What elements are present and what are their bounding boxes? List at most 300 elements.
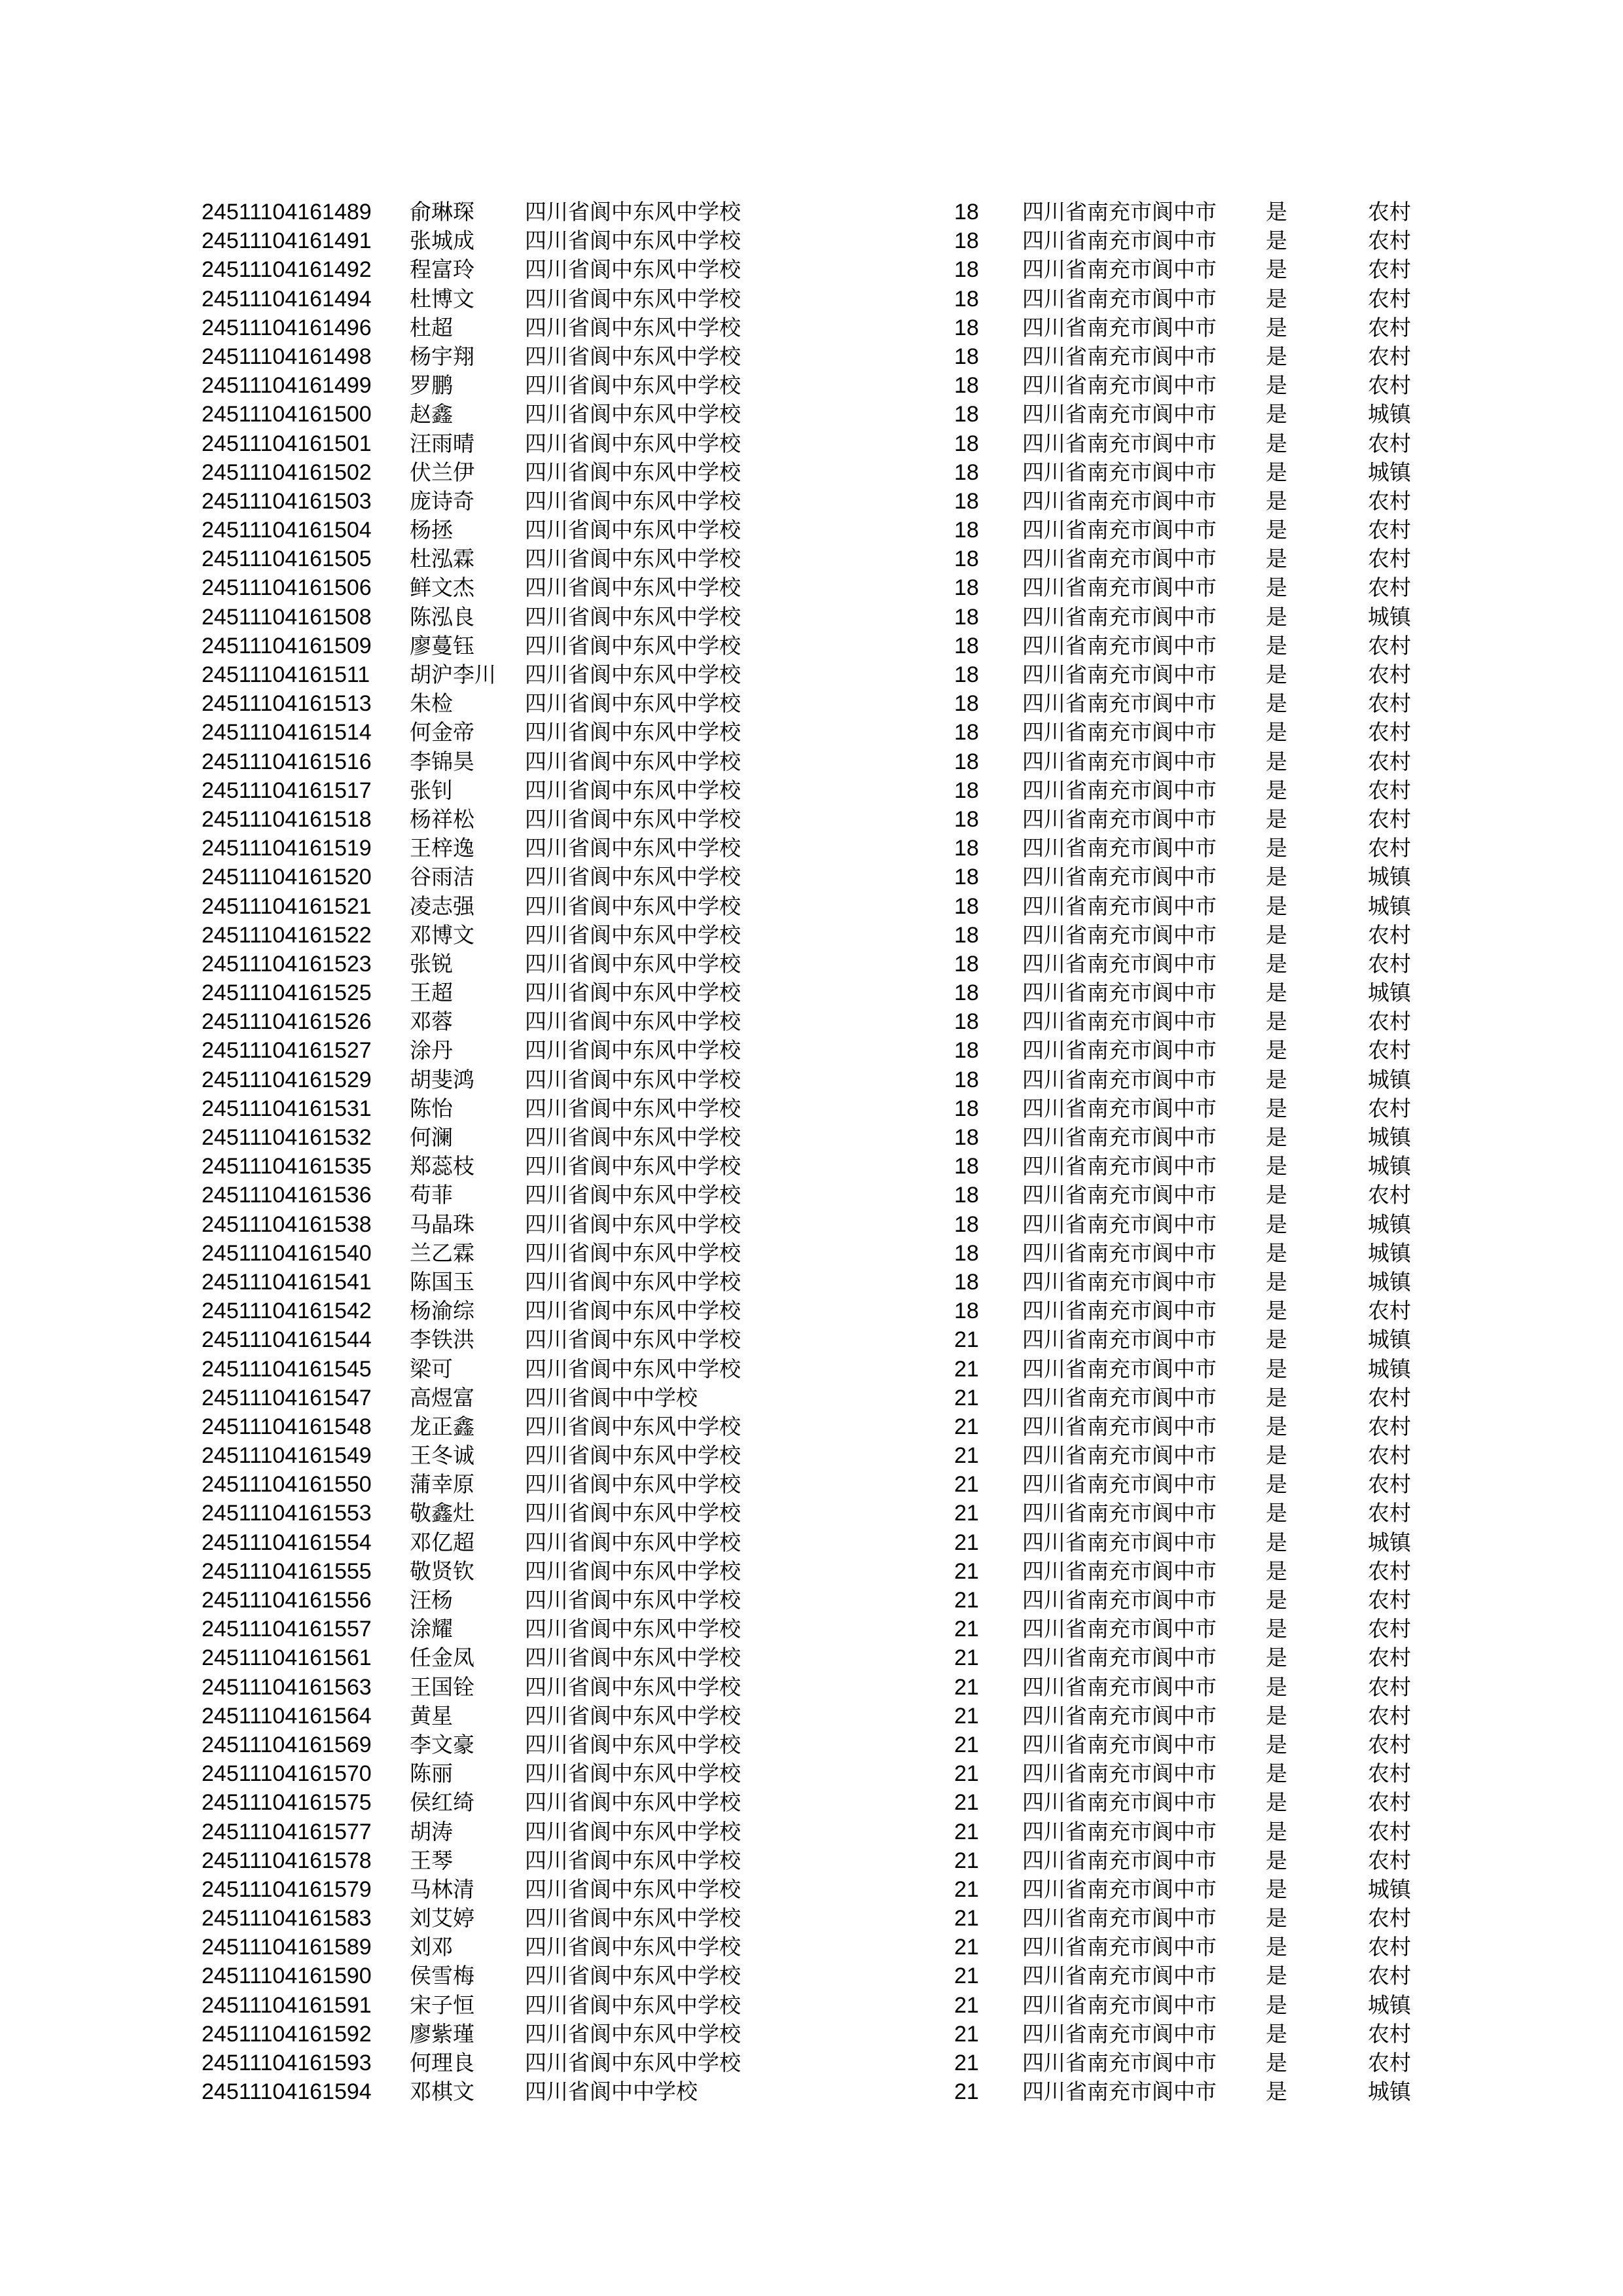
area-type-cell: 农村 bbox=[1368, 777, 1411, 803]
table-row bbox=[0, 1673, 1623, 1702]
table-row bbox=[0, 1007, 1623, 1036]
table-row bbox=[0, 1846, 1623, 1875]
number-cell: 18 bbox=[954, 518, 979, 543]
region-cell: 四川省南充市阆中市 bbox=[1022, 603, 1217, 630]
school-name-cell: 四川省阆中东风中学校 bbox=[525, 1558, 741, 1584]
flag-cell: 是 bbox=[1266, 1992, 1287, 2018]
number-cell: 18 bbox=[954, 806, 979, 832]
student-name-cell: 杨祥松 bbox=[410, 806, 474, 832]
region-cell: 四川省南充市阆中市 bbox=[1022, 1182, 1217, 1208]
student-id-cell: 24511104161556 bbox=[202, 1588, 372, 1613]
student-id-cell: 24511104161517 bbox=[202, 778, 372, 803]
area-type-cell: 农村 bbox=[1368, 2050, 1411, 2075]
table-row bbox=[0, 1355, 1623, 1384]
number-cell: 21 bbox=[954, 2079, 979, 2105]
area-type-cell: 农村 bbox=[1368, 372, 1411, 399]
table-row bbox=[0, 1731, 1623, 1759]
student-id-cell: 24511104161545 bbox=[202, 1356, 372, 1382]
region-cell: 四川省南充市阆中市 bbox=[1022, 835, 1217, 861]
student-name-cell: 杨渝综 bbox=[410, 1298, 474, 1324]
table-row bbox=[0, 718, 1623, 747]
student-id-cell: 24511104161536 bbox=[202, 1183, 372, 1208]
region-cell: 四川省南充市阆中市 bbox=[1022, 1500, 1217, 1526]
region-cell: 四川省南充市阆中市 bbox=[1022, 691, 1217, 717]
area-type-cell: 城镇 bbox=[1368, 401, 1411, 427]
flag-cell: 是 bbox=[1266, 1413, 1287, 1439]
student-id-cell: 24511104161542 bbox=[202, 1299, 372, 1324]
area-type-cell: 城镇 bbox=[1368, 2079, 1411, 2105]
school-name-cell: 四川省阆中东风中学校 bbox=[525, 662, 741, 687]
table-row bbox=[0, 805, 1623, 834]
student-id-cell: 24511104161578 bbox=[202, 1848, 372, 1873]
flag-cell: 是 bbox=[1266, 488, 1287, 514]
number-cell: 18 bbox=[954, 402, 979, 427]
flag-cell: 是 bbox=[1266, 1240, 1287, 1266]
number-cell: 21 bbox=[954, 1876, 979, 1902]
student-name-cell: 胡沪李川 bbox=[410, 662, 496, 687]
table-row bbox=[0, 1962, 1623, 1990]
student-name-cell: 郑蕊枝 bbox=[410, 1153, 474, 1179]
student-name-cell: 黄星 bbox=[410, 1702, 453, 1729]
school-name-cell: 四川省阆中东风中学校 bbox=[525, 1702, 741, 1729]
school-name-cell: 四川省阆中东风中学校 bbox=[525, 1818, 741, 1844]
number-cell: 18 bbox=[954, 200, 979, 224]
region-cell: 四川省南充市阆中市 bbox=[1022, 1587, 1217, 1613]
region-cell: 四川省南充市阆中市 bbox=[1022, 1153, 1217, 1179]
student-name-cell: 王冬诚 bbox=[410, 1443, 474, 1469]
student-id-cell: 24511104161561 bbox=[202, 1645, 372, 1671]
table-row bbox=[0, 1875, 1623, 1904]
student-id-cell: 24511104161504 bbox=[202, 518, 372, 543]
student-id-cell: 24511104161557 bbox=[202, 1617, 372, 1642]
student-name-cell: 陈怡 bbox=[410, 1095, 453, 1121]
region-cell: 四川省南充市阆中市 bbox=[1022, 1645, 1217, 1671]
student-name-cell: 杨拯 bbox=[410, 517, 453, 543]
area-type-cell: 城镇 bbox=[1368, 1355, 1411, 1382]
number-cell: 21 bbox=[954, 1732, 979, 1757]
region-cell: 四川省南充市阆中市 bbox=[1022, 1761, 1217, 1787]
flag-cell: 是 bbox=[1266, 835, 1287, 861]
number-cell: 21 bbox=[954, 1472, 979, 1498]
student-name-cell: 邓亿超 bbox=[410, 1529, 474, 1555]
student-name-cell: 邓棋文 bbox=[410, 2079, 474, 2105]
table-row bbox=[0, 1036, 1623, 1065]
student-name-cell: 俞琳琛 bbox=[410, 199, 474, 224]
region-cell: 四川省南充市阆中市 bbox=[1022, 662, 1217, 687]
region-cell: 四川省南充市阆中市 bbox=[1022, 1731, 1217, 1757]
school-name-cell: 四川省阆中东风中学校 bbox=[525, 748, 741, 774]
student-id-cell: 24511104161563 bbox=[202, 1674, 372, 1700]
school-name-cell: 四川省阆中东风中学校 bbox=[525, 1009, 741, 1035]
flag-cell: 是 bbox=[1266, 691, 1287, 717]
region-cell: 四川省南充市阆中市 bbox=[1022, 1529, 1217, 1555]
number-cell: 21 bbox=[954, 1501, 979, 1526]
student-id-cell: 24511104161529 bbox=[202, 1067, 372, 1092]
number-cell: 21 bbox=[954, 1530, 979, 1555]
student-id-cell: 24511104161590 bbox=[202, 1964, 372, 1989]
student-name-cell: 汪雨晴 bbox=[410, 430, 474, 456]
student-id-cell: 24511104161527 bbox=[202, 1038, 372, 1064]
student-id-cell: 24511104161575 bbox=[202, 1790, 372, 1816]
school-name-cell: 四川省阆中东风中学校 bbox=[525, 430, 741, 456]
flag-cell: 是 bbox=[1266, 950, 1287, 977]
flag-cell: 是 bbox=[1266, 401, 1287, 427]
table-row bbox=[0, 1615, 1623, 1643]
region-cell: 四川省南充市阆中市 bbox=[1022, 1413, 1217, 1439]
area-type-cell: 农村 bbox=[1368, 1616, 1411, 1642]
number-cell: 18 bbox=[954, 865, 979, 890]
table-row bbox=[0, 458, 1623, 487]
number-cell: 18 bbox=[954, 547, 979, 572]
table-row bbox=[0, 660, 1623, 689]
table-row bbox=[0, 978, 1623, 1007]
flag-cell: 是 bbox=[1266, 1268, 1287, 1295]
flag-cell: 是 bbox=[1266, 1905, 1287, 1931]
table-row bbox=[0, 1325, 1623, 1354]
student-id-cell: 24511104161498 bbox=[202, 344, 372, 369]
area-type-cell: 农村 bbox=[1368, 1674, 1411, 1700]
table-row bbox=[0, 1557, 1623, 1586]
area-type-cell: 城镇 bbox=[1368, 980, 1411, 1006]
table-row bbox=[0, 1412, 1623, 1441]
table-row bbox=[0, 2020, 1623, 2049]
student-id-cell: 24511104161522 bbox=[202, 922, 372, 948]
region-cell: 四川省南充市阆中市 bbox=[1022, 1558, 1217, 1584]
table-row bbox=[0, 1239, 1623, 1268]
region-cell: 四川省南充市阆中市 bbox=[1022, 1674, 1217, 1700]
area-type-cell: 农村 bbox=[1368, 1789, 1411, 1816]
student-id-cell: 24511104161513 bbox=[202, 691, 372, 717]
school-name-cell: 四川省阆中东风中学校 bbox=[525, 1529, 741, 1555]
flag-cell: 是 bbox=[1266, 1182, 1287, 1208]
table-row bbox=[0, 1470, 1623, 1499]
number-cell: 18 bbox=[954, 1240, 979, 1266]
student-id-cell: 24511104161525 bbox=[202, 980, 372, 1006]
student-id-cell: 24511104161591 bbox=[202, 1992, 372, 2018]
student-id-cell: 24511104161506 bbox=[202, 575, 372, 601]
school-name-cell: 四川省阆中东风中学校 bbox=[525, 343, 741, 369]
number-cell: 21 bbox=[954, 1617, 979, 1642]
school-name-cell: 四川省阆中东风中学校 bbox=[525, 1153, 741, 1179]
table-row bbox=[0, 1643, 1623, 1672]
school-name-cell: 四川省阆中东风中学校 bbox=[525, 1095, 741, 1121]
table-row bbox=[0, 1210, 1623, 1239]
region-cell: 四川省南充市阆中市 bbox=[1022, 1963, 1217, 1989]
student-name-cell: 胡斐鸿 bbox=[410, 1066, 474, 1092]
table-row bbox=[0, 2077, 1623, 2106]
student-name-cell: 张钊 bbox=[410, 777, 453, 803]
student-id-cell: 24511104161564 bbox=[202, 1703, 372, 1729]
student-name-cell: 敬鑫灶 bbox=[410, 1500, 474, 1526]
student-id-cell: 24511104161501 bbox=[202, 431, 372, 456]
region-cell: 四川省南充市阆中市 bbox=[1022, 1616, 1217, 1642]
student-id-cell: 24511104161535 bbox=[202, 1154, 372, 1179]
student-id-cell: 24511104161589 bbox=[202, 1935, 372, 1960]
area-type-cell: 农村 bbox=[1368, 575, 1411, 601]
table-row bbox=[0, 747, 1623, 776]
table-row bbox=[0, 776, 1623, 805]
student-id-cell: 24511104161555 bbox=[202, 1558, 372, 1584]
number-cell: 18 bbox=[954, 604, 979, 630]
flag-cell: 是 bbox=[1266, 1009, 1287, 1035]
number-cell: 21 bbox=[954, 1385, 979, 1410]
table-row bbox=[0, 198, 1623, 226]
school-name-cell: 四川省阆中东风中学校 bbox=[525, 893, 741, 919]
student-id-cell: 24511104161523 bbox=[202, 951, 372, 977]
flag-cell: 是 bbox=[1266, 893, 1287, 919]
area-type-cell: 农村 bbox=[1368, 691, 1411, 717]
number-cell: 21 bbox=[954, 1906, 979, 1931]
area-type-cell: 农村 bbox=[1368, 517, 1411, 543]
student-name-cell: 赵鑫 bbox=[410, 401, 453, 427]
student-name-cell: 庞诗奇 bbox=[410, 488, 474, 514]
student-name-cell: 马林清 bbox=[410, 1876, 474, 1902]
number-cell: 18 bbox=[954, 778, 979, 803]
school-name-cell: 四川省阆中东风中学校 bbox=[525, 199, 741, 224]
student-id-cell: 24511104161500 bbox=[202, 402, 372, 427]
flag-cell: 是 bbox=[1266, 777, 1287, 803]
flag-cell: 是 bbox=[1266, 1702, 1287, 1729]
student-name-cell: 朱检 bbox=[410, 691, 453, 717]
number-cell: 18 bbox=[954, 228, 979, 254]
number-cell: 18 bbox=[954, 836, 979, 861]
school-name-cell: 四川省阆中东风中学校 bbox=[525, 1298, 741, 1324]
region-cell: 四川省南充市阆中市 bbox=[1022, 1384, 1217, 1410]
flag-cell: 是 bbox=[1266, 603, 1287, 630]
area-type-cell: 农村 bbox=[1368, 1558, 1411, 1584]
area-type-cell: 农村 bbox=[1368, 1009, 1411, 1035]
region-cell: 四川省南充市阆中市 bbox=[1022, 228, 1217, 254]
student-name-cell: 蒲幸原 bbox=[410, 1471, 474, 1498]
number-cell: 21 bbox=[954, 1992, 979, 2018]
region-cell: 四川省南充市阆中市 bbox=[1022, 1009, 1217, 1035]
school-name-cell: 四川省阆中东风中学校 bbox=[525, 459, 741, 485]
region-cell: 四川省南充市阆中市 bbox=[1022, 632, 1217, 658]
area-type-cell: 城镇 bbox=[1368, 603, 1411, 630]
number-cell: 21 bbox=[954, 1327, 979, 1353]
student-id-cell: 24511104161532 bbox=[202, 1125, 372, 1150]
flag-cell: 是 bbox=[1266, 1645, 1287, 1671]
region-cell: 四川省南充市阆中市 bbox=[1022, 1124, 1217, 1150]
school-name-cell: 四川省阆中东风中学校 bbox=[525, 950, 741, 977]
flag-cell: 是 bbox=[1266, 1211, 1287, 1237]
flag-cell: 是 bbox=[1266, 1471, 1287, 1498]
school-name-cell: 四川省阆中东风中学校 bbox=[525, 546, 741, 572]
student-id-cell: 24511104161526 bbox=[202, 1009, 372, 1035]
number-cell: 21 bbox=[954, 1964, 979, 1989]
area-type-cell: 城镇 bbox=[1368, 1992, 1411, 2018]
flag-cell: 是 bbox=[1266, 1789, 1287, 1816]
area-type-cell: 农村 bbox=[1368, 662, 1411, 687]
student-name-cell: 涂耀 bbox=[410, 1616, 453, 1642]
school-name-cell: 四川省阆中东风中学校 bbox=[525, 806, 741, 832]
student-name-cell: 兰乙霖 bbox=[410, 1240, 474, 1266]
area-type-cell: 城镇 bbox=[1368, 1240, 1411, 1266]
area-type-cell: 农村 bbox=[1368, 430, 1411, 456]
table-row bbox=[0, 573, 1623, 602]
school-name-cell: 四川省阆中东风中学校 bbox=[525, 1789, 741, 1816]
number-cell: 18 bbox=[954, 373, 979, 399]
region-cell: 四川省南充市阆中市 bbox=[1022, 372, 1217, 399]
number-cell: 18 bbox=[954, 431, 979, 456]
region-cell: 四川省南充市阆中市 bbox=[1022, 1211, 1217, 1237]
table-row bbox=[0, 1788, 1623, 1817]
student-id-cell: 24511104161491 bbox=[202, 228, 372, 254]
school-name-cell: 四川省阆中中学校 bbox=[525, 1384, 698, 1410]
school-name-cell: 四川省阆中东风中学校 bbox=[525, 691, 741, 717]
student-name-cell: 陈泓良 bbox=[410, 603, 474, 630]
student-name-cell: 杜超 bbox=[410, 314, 453, 340]
table-row bbox=[0, 400, 1623, 429]
school-name-cell: 四川省阆中东风中学校 bbox=[525, 1992, 741, 2018]
student-name-cell: 马晶珠 bbox=[410, 1211, 474, 1237]
number-cell: 21 bbox=[954, 2051, 979, 2075]
number-cell: 18 bbox=[954, 633, 979, 658]
number-cell: 18 bbox=[954, 1183, 979, 1208]
student-name-cell: 程富玲 bbox=[410, 257, 474, 283]
student-name-cell: 任金凤 bbox=[410, 1645, 474, 1671]
region-cell: 四川省南充市阆中市 bbox=[1022, 719, 1217, 745]
student-id-cell: 24511104161592 bbox=[202, 2021, 372, 2047]
student-id-cell: 24511104161514 bbox=[202, 720, 372, 745]
school-name-cell: 四川省阆中东风中学校 bbox=[525, 228, 741, 254]
student-name-cell: 侯雪梅 bbox=[410, 1963, 474, 1989]
region-cell: 四川省南充市阆中市 bbox=[1022, 199, 1217, 224]
region-cell: 四川省南充市阆中市 bbox=[1022, 430, 1217, 456]
area-type-cell: 农村 bbox=[1368, 950, 1411, 977]
region-cell: 四川省南充市阆中市 bbox=[1022, 893, 1217, 919]
school-name-cell: 四川省阆中东风中学校 bbox=[525, 1674, 741, 1700]
number-cell: 18 bbox=[954, 1211, 979, 1237]
table-row bbox=[0, 1297, 1623, 1325]
student-name-cell: 谷雨洁 bbox=[410, 864, 474, 890]
student-name-cell: 李锦昊 bbox=[410, 748, 474, 774]
school-name-cell: 四川省阆中东风中学校 bbox=[525, 1905, 741, 1931]
student-name-cell: 侯红绮 bbox=[410, 1789, 474, 1816]
number-cell: 21 bbox=[954, 1790, 979, 1816]
student-name-cell: 敬贤钦 bbox=[410, 1558, 474, 1584]
student-id-cell: 24511104161516 bbox=[202, 749, 372, 774]
flag-cell: 是 bbox=[1266, 1731, 1287, 1757]
school-name-cell: 四川省阆中东风中学校 bbox=[525, 285, 741, 312]
area-type-cell: 农村 bbox=[1368, 1818, 1411, 1844]
student-id-cell: 24511104161538 bbox=[202, 1211, 372, 1237]
flag-cell: 是 bbox=[1266, 1153, 1287, 1179]
student-name-cell: 张城成 bbox=[410, 228, 474, 254]
flag-cell: 是 bbox=[1266, 1384, 1287, 1410]
number-cell: 21 bbox=[954, 1848, 979, 1873]
area-type-cell: 城镇 bbox=[1368, 1268, 1411, 1295]
student-id-cell: 24511104161541 bbox=[202, 1269, 372, 1295]
flag-cell: 是 bbox=[1266, 864, 1287, 890]
student-name-cell: 陈国玉 bbox=[410, 1268, 474, 1295]
region-cell: 四川省南充市阆中市 bbox=[1022, 1702, 1217, 1729]
school-name-cell: 四川省阆中东风中学校 bbox=[525, 1731, 741, 1757]
table-row bbox=[0, 1933, 1623, 1962]
number-cell: 18 bbox=[954, 1299, 979, 1324]
area-type-cell: 农村 bbox=[1368, 1384, 1411, 1410]
student-name-cell: 刘邓 bbox=[410, 1934, 453, 1960]
region-cell: 四川省南充市阆中市 bbox=[1022, 1298, 1217, 1324]
flag-cell: 是 bbox=[1266, 2079, 1287, 2105]
student-name-cell: 何理良 bbox=[410, 2050, 474, 2075]
table-row bbox=[0, 545, 1623, 573]
flag-cell: 是 bbox=[1266, 922, 1287, 948]
area-type-cell: 城镇 bbox=[1368, 1529, 1411, 1555]
area-type-cell: 农村 bbox=[1368, 1847, 1411, 1873]
flag-cell: 是 bbox=[1266, 1066, 1287, 1092]
region-cell: 四川省南充市阆中市 bbox=[1022, 314, 1217, 340]
region-cell: 四川省南充市阆中市 bbox=[1022, 748, 1217, 774]
area-type-cell: 农村 bbox=[1368, 1298, 1411, 1324]
flag-cell: 是 bbox=[1266, 1355, 1287, 1382]
table-row bbox=[0, 1759, 1623, 1788]
region-cell: 四川省南充市阆中市 bbox=[1022, 864, 1217, 890]
student-name-cell: 廖紫瑾 bbox=[410, 2020, 474, 2047]
table-row bbox=[0, 1441, 1623, 1470]
student-id-cell: 24511104161569 bbox=[202, 1732, 372, 1757]
table-row bbox=[0, 342, 1623, 371]
number-cell: 21 bbox=[954, 1674, 979, 1700]
number-cell: 18 bbox=[954, 1038, 979, 1064]
number-cell: 18 bbox=[954, 749, 979, 774]
student-name-cell: 伏兰伊 bbox=[410, 459, 474, 485]
student-name-cell: 邓蓉 bbox=[410, 1009, 453, 1035]
region-cell: 四川省南充市阆中市 bbox=[1022, 922, 1217, 948]
student-id-cell: 24511104161520 bbox=[202, 865, 372, 890]
student-id-cell: 24511104161531 bbox=[202, 1096, 372, 1121]
area-type-cell: 农村 bbox=[1368, 1963, 1411, 1989]
area-type-cell: 农村 bbox=[1368, 719, 1411, 745]
student-name-cell: 苟菲 bbox=[410, 1182, 453, 1208]
area-type-cell: 农村 bbox=[1368, 1702, 1411, 1729]
number-cell: 18 bbox=[954, 344, 979, 369]
area-type-cell: 农村 bbox=[1368, 1761, 1411, 1787]
table-row bbox=[0, 892, 1623, 921]
region-cell: 四川省南充市阆中市 bbox=[1022, 2079, 1217, 2105]
area-type-cell: 农村 bbox=[1368, 1413, 1411, 1439]
area-type-cell: 农村 bbox=[1368, 1037, 1411, 1064]
flag-cell: 是 bbox=[1266, 748, 1287, 774]
flag-cell: 是 bbox=[1266, 1327, 1287, 1353]
school-name-cell: 四川省阆中东风中学校 bbox=[525, 488, 741, 514]
student-name-cell: 王琴 bbox=[410, 1847, 453, 1873]
flag-cell: 是 bbox=[1266, 430, 1287, 456]
area-type-cell: 农村 bbox=[1368, 835, 1411, 861]
school-name-cell: 四川省阆中中学校 bbox=[525, 2079, 698, 2105]
area-type-cell: 农村 bbox=[1368, 228, 1411, 254]
school-name-cell: 四川省阆中东风中学校 bbox=[525, 1355, 741, 1382]
region-cell: 四川省南充市阆中市 bbox=[1022, 1443, 1217, 1469]
school-name-cell: 四川省阆中东风中学校 bbox=[525, 1761, 741, 1787]
table-row bbox=[0, 1094, 1623, 1123]
flag-cell: 是 bbox=[1266, 285, 1287, 312]
student-id-cell: 24511104161489 bbox=[202, 200, 372, 224]
student-id-cell: 24511104161521 bbox=[202, 893, 372, 919]
flag-cell: 是 bbox=[1266, 517, 1287, 543]
region-cell: 四川省南充市阆中市 bbox=[1022, 1268, 1217, 1295]
region-cell: 四川省南充市阆中市 bbox=[1022, 777, 1217, 803]
school-name-cell: 四川省阆中东风中学校 bbox=[525, 1471, 741, 1498]
area-type-cell: 农村 bbox=[1368, 632, 1411, 658]
number-cell: 21 bbox=[954, 2021, 979, 2047]
area-type-cell: 城镇 bbox=[1368, 459, 1411, 485]
flag-cell: 是 bbox=[1266, 719, 1287, 745]
number-cell: 18 bbox=[954, 1269, 979, 1295]
flag-cell: 是 bbox=[1266, 575, 1287, 601]
region-cell: 四川省南充市阆中市 bbox=[1022, 806, 1217, 832]
student-name-cell: 罗鹏 bbox=[410, 372, 453, 399]
